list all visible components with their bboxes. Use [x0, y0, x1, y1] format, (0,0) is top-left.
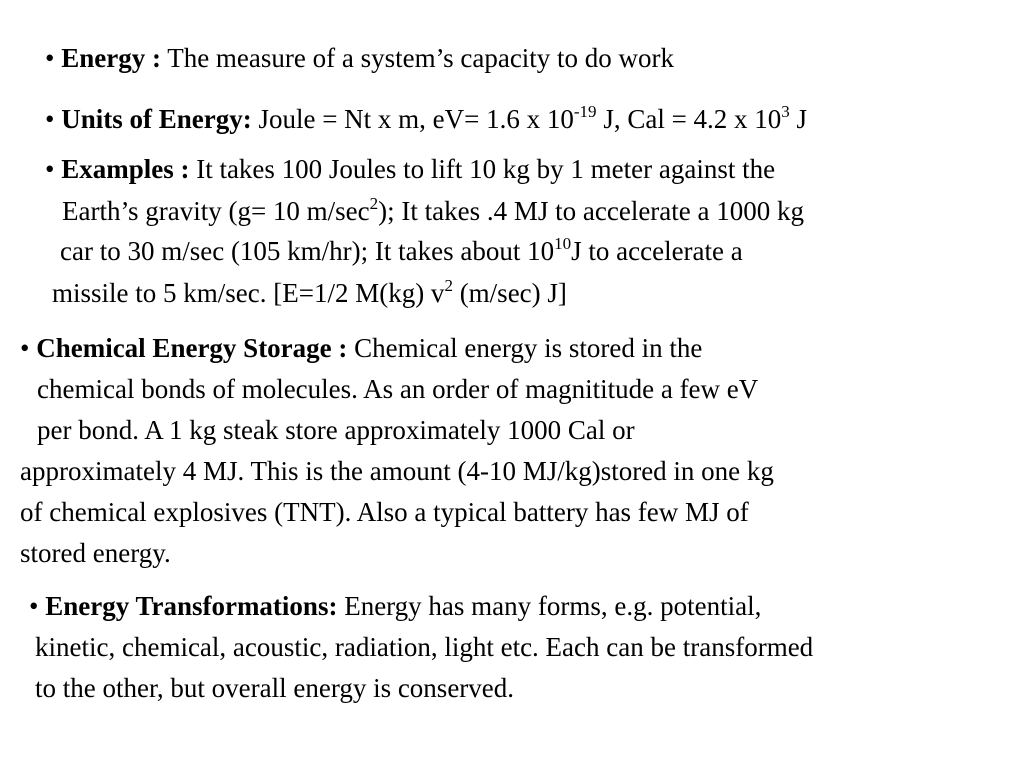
examples-line-2 — [62, 194, 804, 226]
chemical-text-6: stored energy. — [20, 538, 171, 568]
examples-text-2a: Earth’s gravity (g= 10 m/sec — [62, 196, 370, 226]
units-text-1: Joule = Nt x m, eV= 1.6 x 10 — [258, 104, 574, 134]
examples-text-1: It takes 100 Joules to lift 10 kg by 1 meter against the — [196, 154, 776, 184]
examples-text-2b: ); It takes .4 MJ to accelerate a 1000 kg — [378, 196, 804, 226]
units-exponent-ev: -19 — [573, 102, 597, 121]
chemical-text-5: of chemical explosives (TNT). Also a typical battery has few MJ of — [20, 497, 749, 527]
chemical-line-3 — [37, 417, 635, 444]
chemical-line-6 — [20, 540, 171, 567]
energy-heading: Energy : — [61, 43, 161, 73]
units-text-3: J — [789, 104, 808, 134]
bullet-glyph: • — [45, 104, 55, 134]
examples-text-3a: car to 30 m/sec (105 km/hr); It takes about 10 — [60, 236, 555, 266]
units-heading: Units of Energy: — [61, 104, 252, 134]
examples-line-4 — [52, 276, 567, 308]
chemical-line-4 — [20, 458, 774, 485]
units-bullet — [45, 102, 808, 134]
chemical-text-3: per bond. A 1 kg steak store approximately 1000 Cal or — [37, 415, 635, 445]
examples-exponent-g: 2 — [369, 194, 379, 213]
chemical-text-4: approximately 4 MJ. This is the amount (4-10 MJ/kg)stored in one kg — [20, 456, 774, 486]
transformations-heading: Energy Transformations: — [45, 591, 338, 621]
bullet-glyph: • — [45, 43, 55, 73]
chemical-text-2: chemical bonds of molecules. As an order of magnititude a few eV — [37, 374, 759, 404]
examples-exponent-v: 2 — [444, 276, 453, 295]
examples-text-3b: J to accelerate a — [571, 236, 743, 266]
examples-text-4a: missile to 5 km/sec. [E=1/2 M(kg) v — [52, 278, 445, 308]
energy-text: The measure of a system’s capacity to do work — [167, 43, 675, 73]
examples-exponent-energy: 10 — [554, 234, 572, 253]
transformations-text-3: to the other, but overall energy is conserved. — [35, 673, 515, 703]
bullet-glyph: • — [20, 333, 30, 363]
examples-line-3 — [60, 234, 743, 266]
examples-text-4b: (m/sec) J] — [452, 278, 567, 308]
transformations-line-2 — [35, 634, 813, 661]
units-text-2: J, Cal = 4.2 x 10 — [596, 104, 782, 134]
bullet-glyph: • — [29, 591, 39, 621]
transformations-text-2: kinetic, chemical, acoustic, radiation, light etc. Each can be transformed — [35, 632, 814, 662]
examples-heading: Examples : — [61, 154, 190, 184]
examples-line-1 — [45, 156, 775, 183]
chemical-heading: Chemical Energy Storage : — [36, 333, 348, 363]
bullet-glyph: • — [45, 154, 55, 184]
transformations-line-1 — [29, 593, 761, 620]
transformations-line-3 — [35, 675, 514, 702]
energy-bullet — [45, 45, 674, 72]
chemical-line-5 — [20, 499, 749, 526]
chemical-text-1: Chemical energy is stored in the — [354, 333, 703, 363]
chemical-line-1 — [20, 335, 702, 362]
transformations-text-1: Energy has many forms, e.g. potential, — [344, 591, 762, 621]
chemical-line-2 — [37, 376, 758, 403]
units-exponent-cal: 3 — [781, 102, 790, 121]
